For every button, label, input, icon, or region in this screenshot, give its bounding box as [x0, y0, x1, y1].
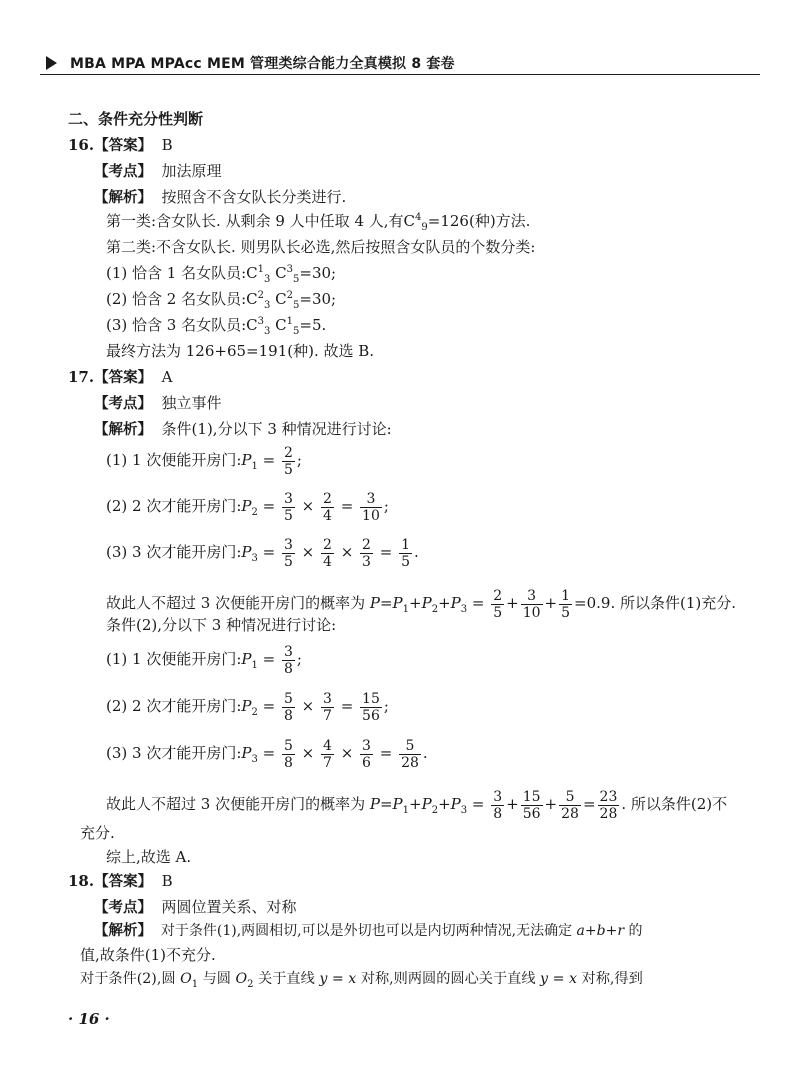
- q16-case2: (2) 恰含 2 名女队员$:C^2_3$ $C^2_5=30$;: [106, 290, 337, 311]
- q16-point-tag: 【考点】: [94, 164, 152, 180]
- q18-analysis-cont: 值,故条件(1)不充分.: [80, 946, 216, 964]
- q17-cond2-intro: 条件(2),分以下 3 种情况进行讨论:: [106, 616, 337, 634]
- q16-conclusion: 最终方法为 126+65=191(种). 故选 B.: [106, 342, 375, 360]
- q17-c1-case3: (3) 3 次才能开房门$:P_3$ = $\frac{3}{5}$ × $\frac{2}{4}$ × $\frac{2}{3}$ = $\frac{1}{5}$ .: [106, 536, 419, 570]
- q16-analysis-line: [94, 186, 346, 209]
- q17-answer-tag: 【答案】: [94, 370, 153, 386]
- q17-c1-total: 故此人不超过 3 次便能开房门的概率为 $P=P_1+P_2+P_3$ = $\frac{2}{5}$ + $\frac{3}{10}$ + $\frac{1}{5}$ =0.9. 所以条件(1)充分.: [106, 587, 737, 621]
- fraction: $\frac{2}{5}$: [283, 444, 293, 478]
- header-rule: [40, 74, 760, 75]
- q16-case1: (1) 恰含 1 名女队员$:C^1_3$ $C^3_5=30$;: [106, 264, 337, 285]
- q16-line1: 第一类:含女队长. 从剩余 9 人中任取 4 人,有$C^4_9=126$(种)方法.: [106, 212, 531, 233]
- header-title: MBA MPA MPAcc MEM 管理类综合能力全真模拟 8 套卷: [70, 56, 455, 72]
- q16-answer-tag: 【答案】: [94, 138, 153, 154]
- q17-c1-case1: (1) 1 次便能开房门$:P_1$ = $\frac{2}{5}$ ;: [106, 444, 302, 478]
- q17-point: 独立事件: [161, 394, 222, 412]
- q18-point: 两圆位置关系、对称: [161, 898, 297, 916]
- q17-analysis-line: [94, 418, 392, 441]
- q18-analysis-tag: 【解析】: [94, 923, 152, 939]
- q18-number: 18.: [68, 872, 95, 890]
- q16-point-line: [94, 160, 222, 183]
- q17-c2-total-cont: 充分.: [80, 824, 115, 842]
- q16-analysis: 按照含不含女队长分类进行.: [161, 188, 347, 206]
- q18-answer-tag: 【答案】: [94, 874, 153, 890]
- q18-point-tag: 【考点】: [94, 900, 152, 916]
- page-number: · 16 ·: [68, 1010, 110, 1028]
- q16-answer-line: [68, 134, 173, 157]
- q17-analysis-tag: 【解析】: [94, 422, 152, 438]
- q18-point-line: [94, 896, 297, 919]
- q17-c2-case1: (1) 1 次便能开房门$:P_1$ = $\frac{3}{8}$ ;: [106, 643, 302, 677]
- q18-cond2: 对于条件(2),圆 $O_1$ 与圆 $O_2$ 关于直线 y = x 对称,则两圆的圆心关于直线 y = x 对称,得到: [80, 971, 643, 990]
- q17-point-line: [94, 392, 222, 415]
- q16-analysis-tag: 【解析】: [94, 190, 152, 206]
- q17-number: 17.: [68, 368, 95, 386]
- q18-answer-line: [68, 870, 173, 893]
- q16-point: 加法原理: [161, 162, 222, 180]
- q17-answer: A: [161, 368, 173, 386]
- q17-point-tag: 【考点】: [94, 396, 152, 412]
- q17-summary: 综上,故选 A.: [106, 848, 192, 866]
- q17-c1-case2: (2) 2 次才能开房门$:P_2$ = $\frac{3}{5}$ × $\frac{2}{4}$ = $\frac{3}{10}$ ;: [106, 490, 389, 524]
- q18-answer: B: [161, 872, 173, 890]
- running-header: [40, 50, 760, 76]
- q16-number: 16.: [68, 136, 95, 154]
- q16-case3: (3) 恰含 3 名女队员$:C^3_3$ $C^1_5=5$.: [106, 316, 327, 337]
- q16-answer: B: [161, 136, 173, 154]
- q18-analysis-line: 【解析】 对于条件(1),两圆相切,可以是外切也可以是内切两种情况,无法确定 a+b+r 的: [94, 923, 643, 939]
- triangle-bullet-icon: [46, 56, 57, 70]
- q17-c2-case2: (2) 2 次才能开房门$:P_2$ = $\frac{5}{8}$ × $\frac{3}{7}$ = $\frac{15}{56}$ ;: [106, 690, 389, 724]
- q17-analysis: 条件(1),分以下 3 种情况进行讨论:: [161, 420, 392, 438]
- q17-c2-total: 故此人不超过 3 次便能开房门的概率为 $P=P_1+P_2+P_3$ = $\frac{3}{8}$ + $\frac{15}{56}$ + $\frac{5}{28}$ = $\frac{23}{28}$ . 所以条件(2)不: [106, 788, 728, 822]
- q16-line2: 第二类:不含女队长. 则男队长必选,然后按照含女队员的个数分类:: [106, 238, 536, 256]
- q17-answer-line: [68, 366, 173, 389]
- section-title: 二、条件充分性判断: [68, 110, 204, 128]
- q17-c2-case3: (3) 3 次才能开房门$:P_3$ = $\frac{5}{8}$ × $\frac{4}{7}$ × $\frac{3}{6}$ = $\frac{5}{28}$ .: [106, 737, 428, 771]
